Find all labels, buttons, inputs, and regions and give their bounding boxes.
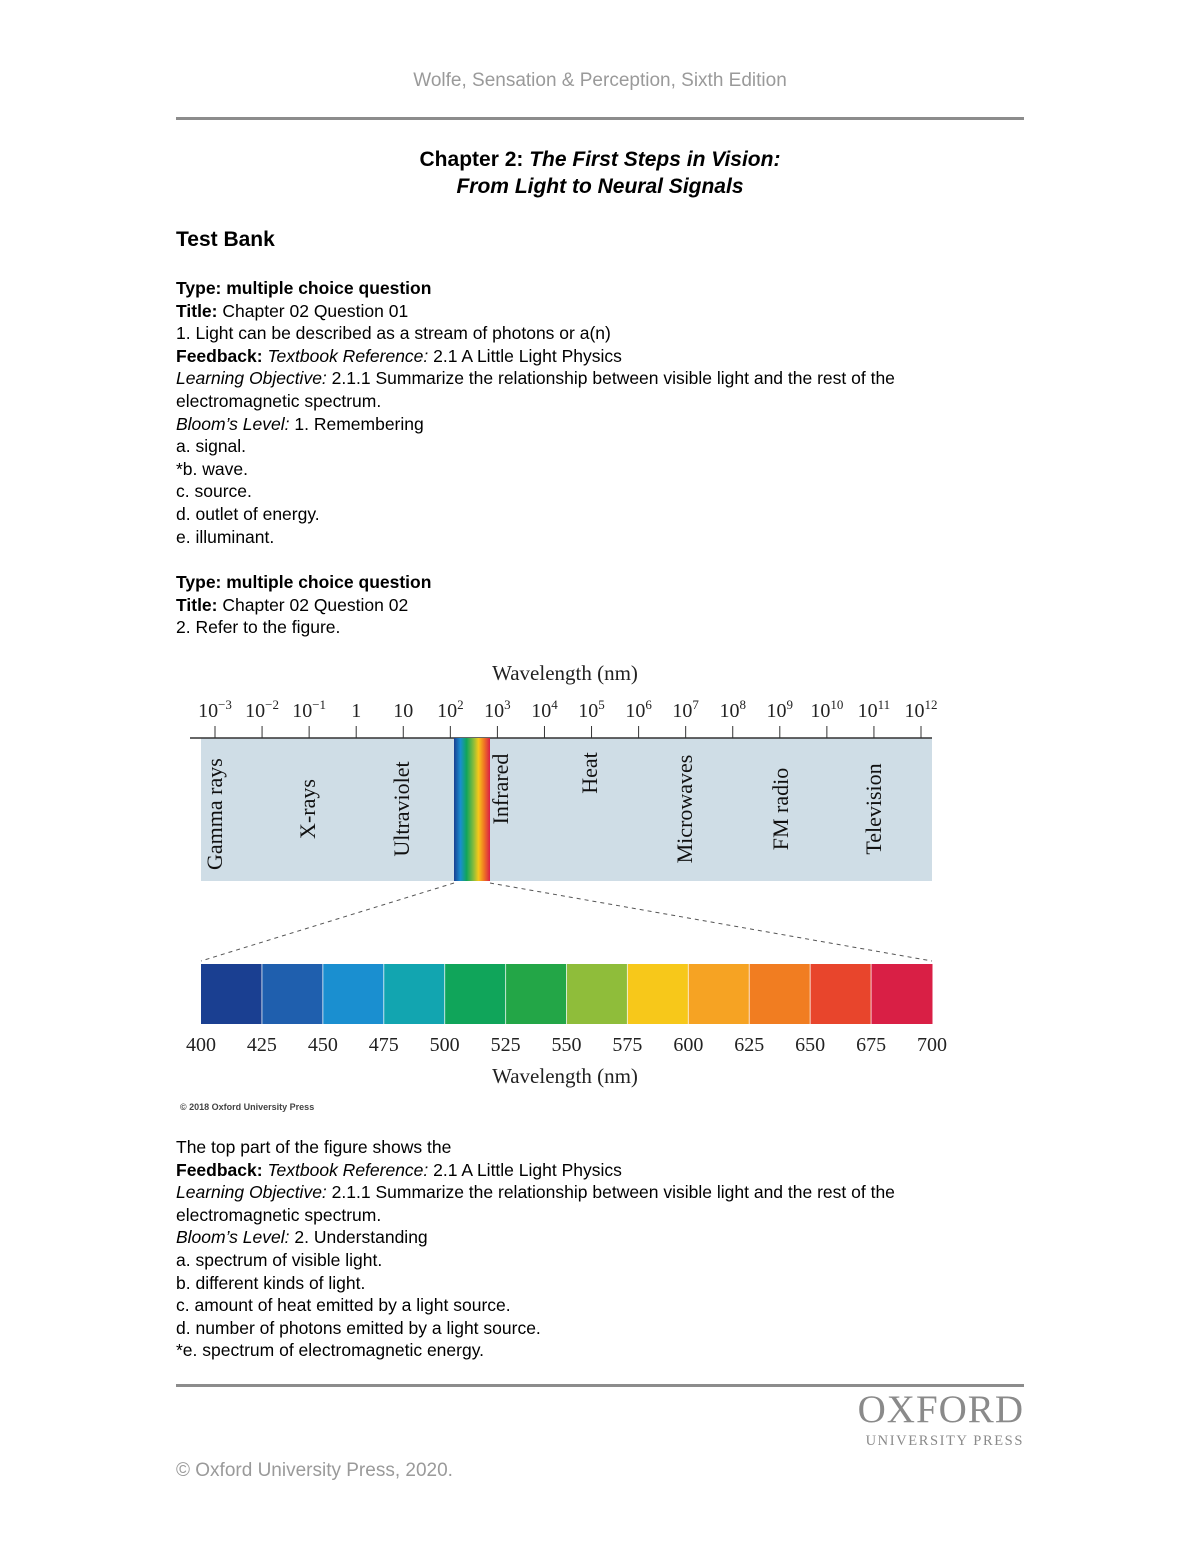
top-tick-label: $10^8$ — [719, 697, 746, 722]
figure-copyright: © 2018 Oxford University Press — [180, 1102, 315, 1112]
header-rule — [176, 117, 1024, 120]
spectrum-segment — [201, 964, 262, 1024]
spectrum-segment — [871, 964, 932, 1024]
type-label: Type: — [176, 278, 222, 298]
band-label: Ultraviolet — [389, 761, 414, 857]
top-tick-label: $10^9$ — [766, 697, 794, 722]
learning-objective-continued: electromagnetic spectrum. — [176, 1204, 382, 1225]
footer-rule — [176, 1384, 1024, 1387]
oxford-logo-subtitle: UNIVERSITY PRESS — [865, 1433, 1024, 1449]
bottom-axis-label: Wavelength (nm) — [492, 1064, 638, 1088]
top-tick-label: $10^5$ — [578, 697, 605, 722]
spectrum-segment — [445, 964, 506, 1024]
title-value: Chapter 02 Question 01 — [222, 300, 409, 321]
blooms-level-label: Bloom’s Level: — [176, 413, 290, 434]
band-label: X-rays — [295, 779, 320, 839]
feedback-label: Feedback: — [176, 345, 263, 366]
electromagnetic-spectrum-figure — [176, 655, 956, 1115]
textbook-reference-label: Textbook Reference: — [267, 345, 429, 366]
top-tick-label: $10^2$ — [437, 697, 464, 722]
spectrum-segment — [506, 964, 567, 1024]
answer-option: a. spectrum of visible light. — [176, 1249, 383, 1270]
zoom-line-right — [490, 883, 932, 961]
spectrum-segment — [627, 964, 688, 1024]
bottom-tick-label: 400 — [186, 1034, 216, 1056]
top-tick-label: $10^{-3}$ — [198, 697, 232, 722]
top-tick-label: $10^6$ — [625, 697, 652, 722]
oxford-logo: OXFORD — [857, 1388, 1024, 1431]
top-tick-label: 10 — [393, 700, 414, 722]
learning-objective-value: 2.1.1 Summarize the relationship between visible light and the rest of the — [331, 368, 895, 389]
answer-option: *e. spectrum of electromagnetic energy. — [176, 1340, 485, 1361]
section-title: Test Bank — [176, 228, 275, 251]
spectrum-segment — [262, 964, 323, 1024]
spectrum-segment — [688, 964, 749, 1024]
bottom-tick-label: 425 — [246, 1034, 277, 1056]
band-label: FM radio — [768, 767, 793, 851]
spectrum-segment — [323, 964, 384, 1024]
top-tick-label: $10^{11}$ — [857, 697, 891, 722]
blooms-level-label: Bloom’s Level: — [176, 1227, 290, 1248]
top-tick-group — [198, 697, 937, 738]
top-axis-label: Wavelength (nm) — [492, 661, 638, 685]
footer-copyright: © Oxford University Press, 2020. — [176, 1460, 453, 1481]
zoom-line-left — [201, 883, 454, 961]
type-value: multiple choice question — [226, 278, 432, 298]
answer-option: c. amount of heat emitted by a light source. — [176, 1295, 511, 1316]
learning-objective-value: 2.1.1 Summarize the relationship between visible light and the rest of the — [331, 1182, 895, 1203]
band-label: Infrared — [488, 753, 513, 825]
bottom-tick-label: 550 — [551, 1034, 582, 1056]
bottom-tick-label: 625 — [734, 1034, 765, 1056]
bottom-tick-label: 450 — [307, 1034, 338, 1056]
bottom-tick-label: 600 — [673, 1034, 704, 1056]
answer-option: a. signal. — [176, 436, 247, 457]
spectrum-segment — [384, 964, 445, 1024]
bottom-tick-label: 500 — [429, 1034, 460, 1056]
feedback-label: Feedback: — [176, 1159, 263, 1180]
top-tick-label: $10^{-2}$ — [245, 697, 279, 722]
top-tick-label: $10^3$ — [484, 697, 511, 722]
title-value: Chapter 02 Question 02 — [222, 594, 409, 615]
learning-objective-continued: electromagnetic spectrum. — [176, 390, 382, 411]
bottom-tick-group — [186, 1034, 947, 1056]
blooms-level-value: 2. Understanding — [294, 1227, 428, 1248]
spectrum-segment — [810, 964, 871, 1024]
spectrum-segment — [567, 964, 628, 1024]
band-label: Television — [861, 763, 886, 855]
bottom-tick-label: 525 — [490, 1034, 521, 1056]
chapter-prefix: Chapter 2: — [419, 148, 530, 171]
answer-option: c. source. — [176, 481, 252, 502]
question-stem-continued: The top part of the figure shows the — [176, 1137, 452, 1157]
title-label: Title: — [176, 300, 218, 321]
bottom-tick-label: 700 — [917, 1034, 947, 1056]
textbook-reference-value: 2.1 A Little Light Physics — [433, 1159, 622, 1180]
top-tick-label: 1 — [351, 700, 362, 722]
learning-objective-label: Learning Objective: — [176, 368, 327, 389]
spectrum-segment — [749, 964, 810, 1024]
bottom-tick-label: 650 — [795, 1034, 826, 1056]
bottom-tick-label: 575 — [612, 1034, 643, 1056]
answer-option: *b. wave. — [176, 458, 248, 479]
textbook-reference-value: 2.1 A Little Light Physics — [433, 345, 622, 366]
chapter-title-line2: From Light to Neural Signals — [456, 175, 744, 198]
answer-option: d. outlet of energy. — [176, 503, 320, 524]
textbook-reference-label: Textbook Reference: — [267, 1159, 429, 1180]
question-stem: 2. Refer to the figure. — [176, 617, 341, 638]
visible-spectrum-strip — [201, 964, 933, 1024]
bottom-tick-label: 475 — [368, 1034, 399, 1056]
visible-light-band — [454, 738, 490, 881]
chapter-title — [0, 146, 1200, 200]
question-2-continued — [176, 1136, 1006, 1362]
top-tick-label: $10^{12}$ — [904, 697, 938, 722]
title-label: Title: — [176, 594, 218, 615]
question-stem: 1. Light can be described as a stream of photons or a(n) — [176, 323, 611, 344]
question-2 — [176, 571, 1006, 639]
answer-option: d. number of photons emitted by a light source. — [176, 1317, 541, 1338]
bottom-tick-label: 675 — [856, 1034, 887, 1056]
type-label: Type: — [176, 572, 222, 592]
band-label: Microwaves — [672, 754, 697, 864]
band-label: Gamma rays — [202, 758, 227, 870]
learning-objective-label: Learning Objective: — [176, 1182, 327, 1203]
top-tick-label: $10^7$ — [672, 697, 699, 722]
top-tick-label: $10^{10}$ — [810, 697, 844, 722]
answer-option: b. different kinds of light. — [176, 1272, 366, 1293]
type-value: multiple choice question — [226, 572, 432, 592]
band-label: Heat — [577, 752, 602, 794]
blooms-level-value: 1. Remembering — [294, 413, 424, 434]
top-tick-label: $10^{-1}$ — [292, 697, 327, 722]
question-1 — [176, 277, 1006, 548]
running-head: Wolfe, Sensation & Perception, Sixth Edition — [413, 70, 787, 91]
top-tick-label: $10^4$ — [531, 697, 558, 722]
answer-option: e. illuminant. — [176, 526, 275, 547]
chapter-title-line1: The First Steps in Vision: — [529, 148, 781, 171]
spectrum-diagram — [176, 655, 956, 1115]
